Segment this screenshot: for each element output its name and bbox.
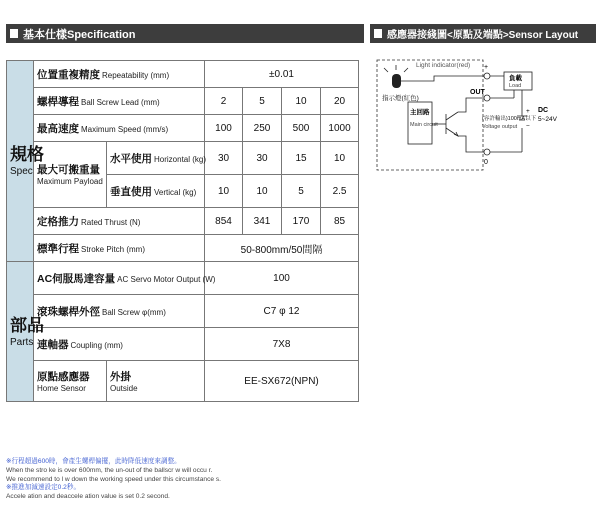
vertical-value: 5	[282, 175, 321, 208]
max-speed-label: 最高速度 Maximum Speed (mm/s)	[34, 115, 205, 142]
spec-group-cell	[7, 61, 44, 262]
header-square-icon	[10, 29, 18, 38]
ball-screw-dia-label: 滾珠螺桿外徑 Ball Screw φ(mm)	[34, 295, 205, 328]
repeatability-label: 位置重複精度 Repeatability (mm)	[34, 61, 205, 88]
ac-servo-value: 100	[205, 262, 359, 295]
ball-screw-lead-label: 螺桿導程 Ball Screw Lead (mm)	[34, 88, 205, 115]
thrust-value: 170	[282, 208, 321, 235]
voltage-en-label: Voltage output	[482, 124, 518, 130]
vertical-value: 10	[243, 175, 282, 208]
load-zh: 負載	[509, 75, 522, 82]
dc-label: DC	[538, 107, 549, 114]
horizontal-value: 30	[205, 142, 243, 175]
home-sensor-label: 原點感應器 Home Sensor	[34, 361, 107, 402]
repeatability-value: ±0.01	[205, 61, 359, 88]
horizontal-label: 水平使用 Horizontal (kg)	[107, 142, 205, 175]
lead-value: 5	[243, 88, 282, 115]
table-row	[7, 235, 359, 262]
light-indicator-label: Light indicator(red)	[416, 62, 471, 69]
header-square-icon	[374, 29, 382, 38]
coupling-value: 7X8	[205, 328, 359, 361]
light-indicator-icon	[384, 65, 408, 88]
transistor-symbol	[436, 112, 458, 136]
ball-screw-dia-value: C7 φ 12	[205, 295, 359, 328]
vertical-label: 垂直使用 Vertical (kg)	[107, 175, 205, 208]
table-row	[7, 88, 359, 115]
terminal-plus-label: +	[484, 64, 489, 71]
note-1-en-a: When the stro ke is over 600mm, the un-out of the ballscr w will occu r.	[6, 466, 213, 474]
main-circuit-en: Main circuit	[410, 122, 438, 128]
table-row	[7, 115, 359, 142]
sensor-wiring-diagram	[374, 54, 596, 182]
parts-group-cell	[7, 262, 44, 402]
speed-value: 500	[282, 115, 321, 142]
thrust-value: 85	[321, 208, 359, 235]
home-sensor-value: EE-SX672(NPN)	[205, 361, 359, 402]
spec-group-en: Spec	[10, 166, 33, 177]
parts-group-en: Parts	[10, 336, 34, 348]
terminal-icons	[484, 73, 490, 155]
stroke-pitch-value: 50-800mm/50間隔	[205, 235, 359, 262]
voltage-zh-label: (容許輸出)100mA以下	[482, 116, 537, 122]
spec-header	[6, 24, 364, 43]
parts-group-zh: 部品	[10, 315, 44, 336]
thrust-value: 341	[243, 208, 282, 235]
speed-value: 100	[205, 115, 243, 142]
vertical-value: 2.5	[321, 175, 359, 208]
note-2-cn: ※推進加減速設定0.2秒。	[6, 484, 81, 492]
note-2-en: Accele ation and deaccele ation value is set 0.2 second.	[6, 493, 170, 501]
spec-group-zh: 規格	[10, 145, 44, 165]
spec-table	[6, 60, 359, 402]
sensor-header-title: 感應器接綫圖<原點及端點>Sensor Layout	[387, 30, 579, 41]
indicator-zh-label: 指示燈(紅色)	[382, 95, 419, 102]
ac-servo-label: AC伺服馬達容量 AC Servo Motor Output (W)	[34, 262, 205, 295]
out-label: OUT	[470, 89, 485, 96]
dc-plus-label: +	[526, 108, 530, 115]
dc-minus-label: −	[526, 123, 530, 130]
horizontal-value: 30	[243, 142, 282, 175]
speed-value: 250	[243, 115, 282, 142]
spec-header-title: 基本仕樣Specification	[23, 28, 136, 41]
stroke-pitch-label: 標準行程 Stroke Pitch (mm)	[34, 235, 205, 262]
terminal-zero-label: 0	[484, 159, 488, 166]
horizontal-value: 10	[321, 142, 359, 175]
table-row	[7, 361, 359, 402]
footnotes	[6, 458, 306, 502]
rated-thrust-label: 定格推力 Rated Thrust (N)	[34, 208, 205, 235]
table-row	[7, 262, 359, 295]
lead-value: 10	[282, 88, 321, 115]
sensor-mount-label: 外掛 Outside	[107, 361, 205, 402]
vertical-value: 10	[205, 175, 243, 208]
lead-value: 20	[321, 88, 359, 115]
table-row	[7, 328, 359, 361]
thrust-value: 854	[205, 208, 243, 235]
main-circuit-zh: 主回路	[410, 109, 430, 116]
note-1-cn: ※行程超過600時，會產生螺桿偏擺，此時降低速度來調整。	[6, 458, 181, 465]
sensor-header	[370, 24, 596, 43]
dc-range-label: 5~24V	[538, 116, 557, 123]
note-1-en-b: We recommend to l w down the working speed under this circumstance s.	[6, 475, 222, 483]
table-row	[7, 61, 359, 88]
speed-value: 1000	[321, 115, 359, 142]
table-row	[7, 295, 359, 328]
horizontal-value: 15	[282, 142, 321, 175]
table-row	[7, 208, 359, 235]
load-en: Load	[509, 83, 522, 89]
table-row	[7, 142, 359, 175]
coupling-label: 連軸器 Coupling (mm)	[34, 328, 205, 361]
max-payload-label: 最大可搬重量 Maximum Payload	[34, 142, 107, 208]
lead-value: 2	[205, 88, 243, 115]
